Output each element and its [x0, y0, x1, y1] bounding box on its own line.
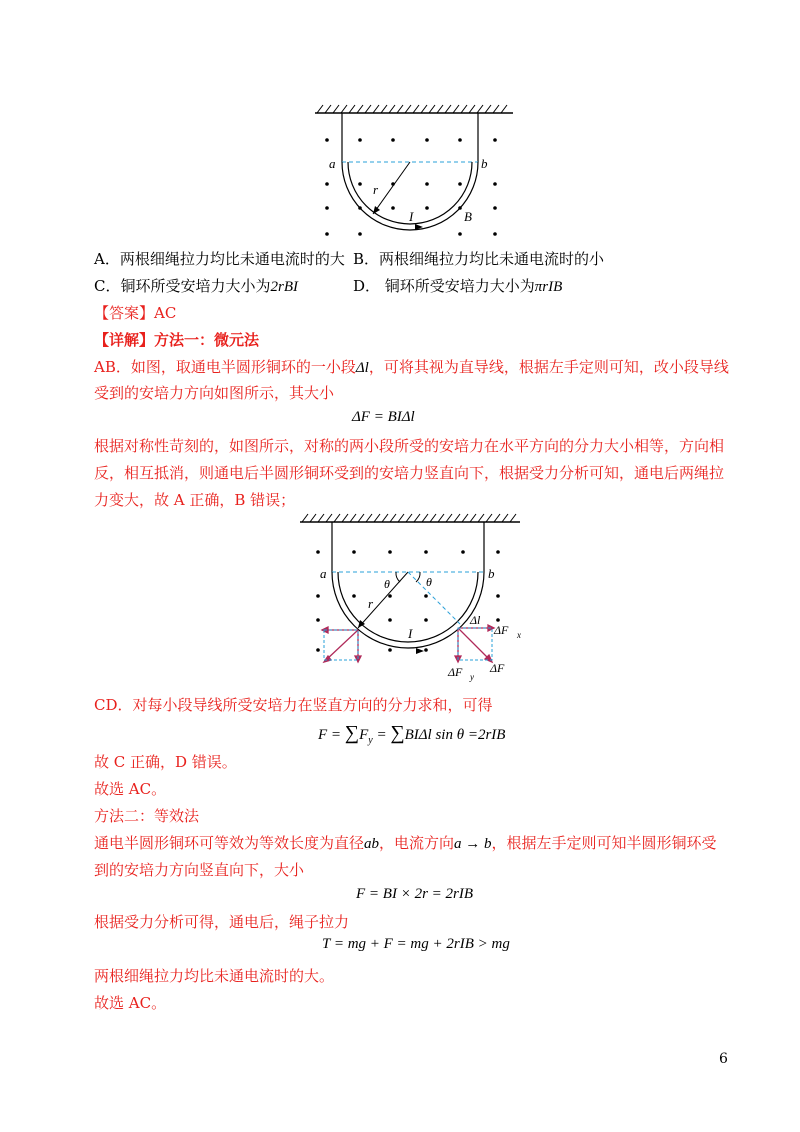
eq2-sub-y: y	[368, 735, 373, 746]
page-number: 6	[719, 1051, 728, 1067]
option-c-math: 2rBI	[270, 279, 298, 295]
p2-line2: 反，相互抵消，则通电后半圆形铜环受到的安培力竖直向下，根据受力分析可知，通电后两绳拉	[94, 464, 725, 482]
choose-1: 故选 AC。	[94, 780, 167, 798]
option-c	[94, 276, 298, 297]
m2-line1-b: ，电流方向	[379, 834, 455, 852]
cd-line: CD．对每小段导线所受安培力在竖直方向的分力求和，可得	[94, 696, 493, 714]
detail-heading	[94, 330, 259, 350]
fig2-label-dfy-sub: y	[470, 672, 474, 682]
p1-line1-b: ，可将其视为直导线，根据左手定则可知，改小段导线	[368, 358, 729, 376]
equation-2	[318, 722, 505, 746]
p2-line3: 力变大，故 A 正确，B 错误；	[94, 491, 296, 509]
fig2-theta-left: θ	[384, 577, 390, 591]
m2-line4: 两根细绳拉力均比未通电流时的大。	[94, 967, 335, 985]
m2-line1-ab: ab	[364, 836, 380, 852]
p1-line1	[94, 357, 729, 378]
p1-line2: 受到的安培力方向如图所示，其大小	[94, 384, 335, 402]
eq2-sum-2: ∑	[390, 722, 405, 744]
equation-4: T = mg + F = mg + 2rIB > mg	[322, 936, 510, 952]
p1-line1-a: AB．如图，取通电半圆形铜环的一小段	[94, 358, 356, 376]
fig2-label-current: I	[408, 626, 413, 641]
method2-title: 方法二：等效法	[94, 807, 200, 825]
fig2-label-r: r	[368, 596, 374, 611]
m2-line3: 根据受力分析可得，通电后，绳子拉力	[94, 913, 350, 931]
eq2-sum-1: ∑	[344, 722, 360, 744]
label-b: b	[481, 156, 488, 171]
p1-line1-math: Δl	[355, 360, 369, 376]
option-d	[353, 276, 562, 297]
detail-bracket: 【详解】	[94, 331, 155, 349]
eq2-part-0: F =	[318, 727, 345, 743]
label-r: r	[373, 182, 379, 197]
m2-line1-a: 通电半圆形铜环可等效为等效长度为直径	[94, 834, 365, 852]
m2-line1-dir: a → b	[454, 836, 492, 852]
method1-title: 方法一：微元法	[154, 331, 260, 349]
fig2-label-b: b	[488, 566, 495, 581]
figure-copper-ring-2	[298, 510, 528, 685]
label-field: B	[464, 209, 472, 224]
c-correct: 故 C 正确，D 错误。	[94, 753, 237, 771]
option-b: B．两根细绳拉力均比未通电流时的小	[353, 250, 605, 268]
fig2-theta-right: θ	[426, 575, 432, 589]
eq2-part-4: =	[372, 727, 391, 743]
figure-copper-ring-1	[305, 100, 525, 245]
eq2-part-2: F	[359, 727, 369, 743]
m2-line2: 到的安培力方向竖直向下，大小	[94, 861, 305, 879]
eq2-part-6: BIΔl sin θ =2rIB	[404, 727, 506, 743]
answer-value: AC	[154, 304, 177, 322]
label-current: I	[409, 209, 414, 224]
option-d-math: πrIB	[534, 279, 563, 295]
answer-bracket: 【答案】	[94, 304, 155, 322]
fig2-label-dfx-sub: x	[517, 630, 521, 640]
fig2-label-a: a	[320, 566, 327, 581]
p2-line1: 根据对称性苛刻的，如图所示，对称的两小段所受的安培力在水平方向的分力大小相等，方向相	[94, 437, 725, 455]
option-d-text: D． 铜环所受安培力大小为	[353, 277, 535, 295]
fig2-label-dfy: ΔF	[448, 665, 463, 679]
label-a: a	[329, 156, 336, 171]
fig2-label-dl: Δl	[470, 613, 481, 627]
answer	[94, 303, 176, 323]
fig2-label-dfx: ΔF	[494, 623, 509, 637]
equation-1: ΔF = BIΔl	[352, 409, 415, 425]
m2-line1	[94, 833, 717, 854]
fig2-label-df: ΔF	[490, 661, 505, 675]
equation-3: F = BI × 2r = 2rIB	[356, 886, 474, 902]
option-a: A．两根细绳拉力均比未通电流时的大	[94, 250, 345, 268]
option-c-text: C．铜环所受安培力大小为	[94, 277, 271, 295]
m2-line1-c: ，根据左手定则可知半圆形铜环受	[491, 834, 717, 852]
choose-2: 故选 AC。	[94, 994, 167, 1012]
